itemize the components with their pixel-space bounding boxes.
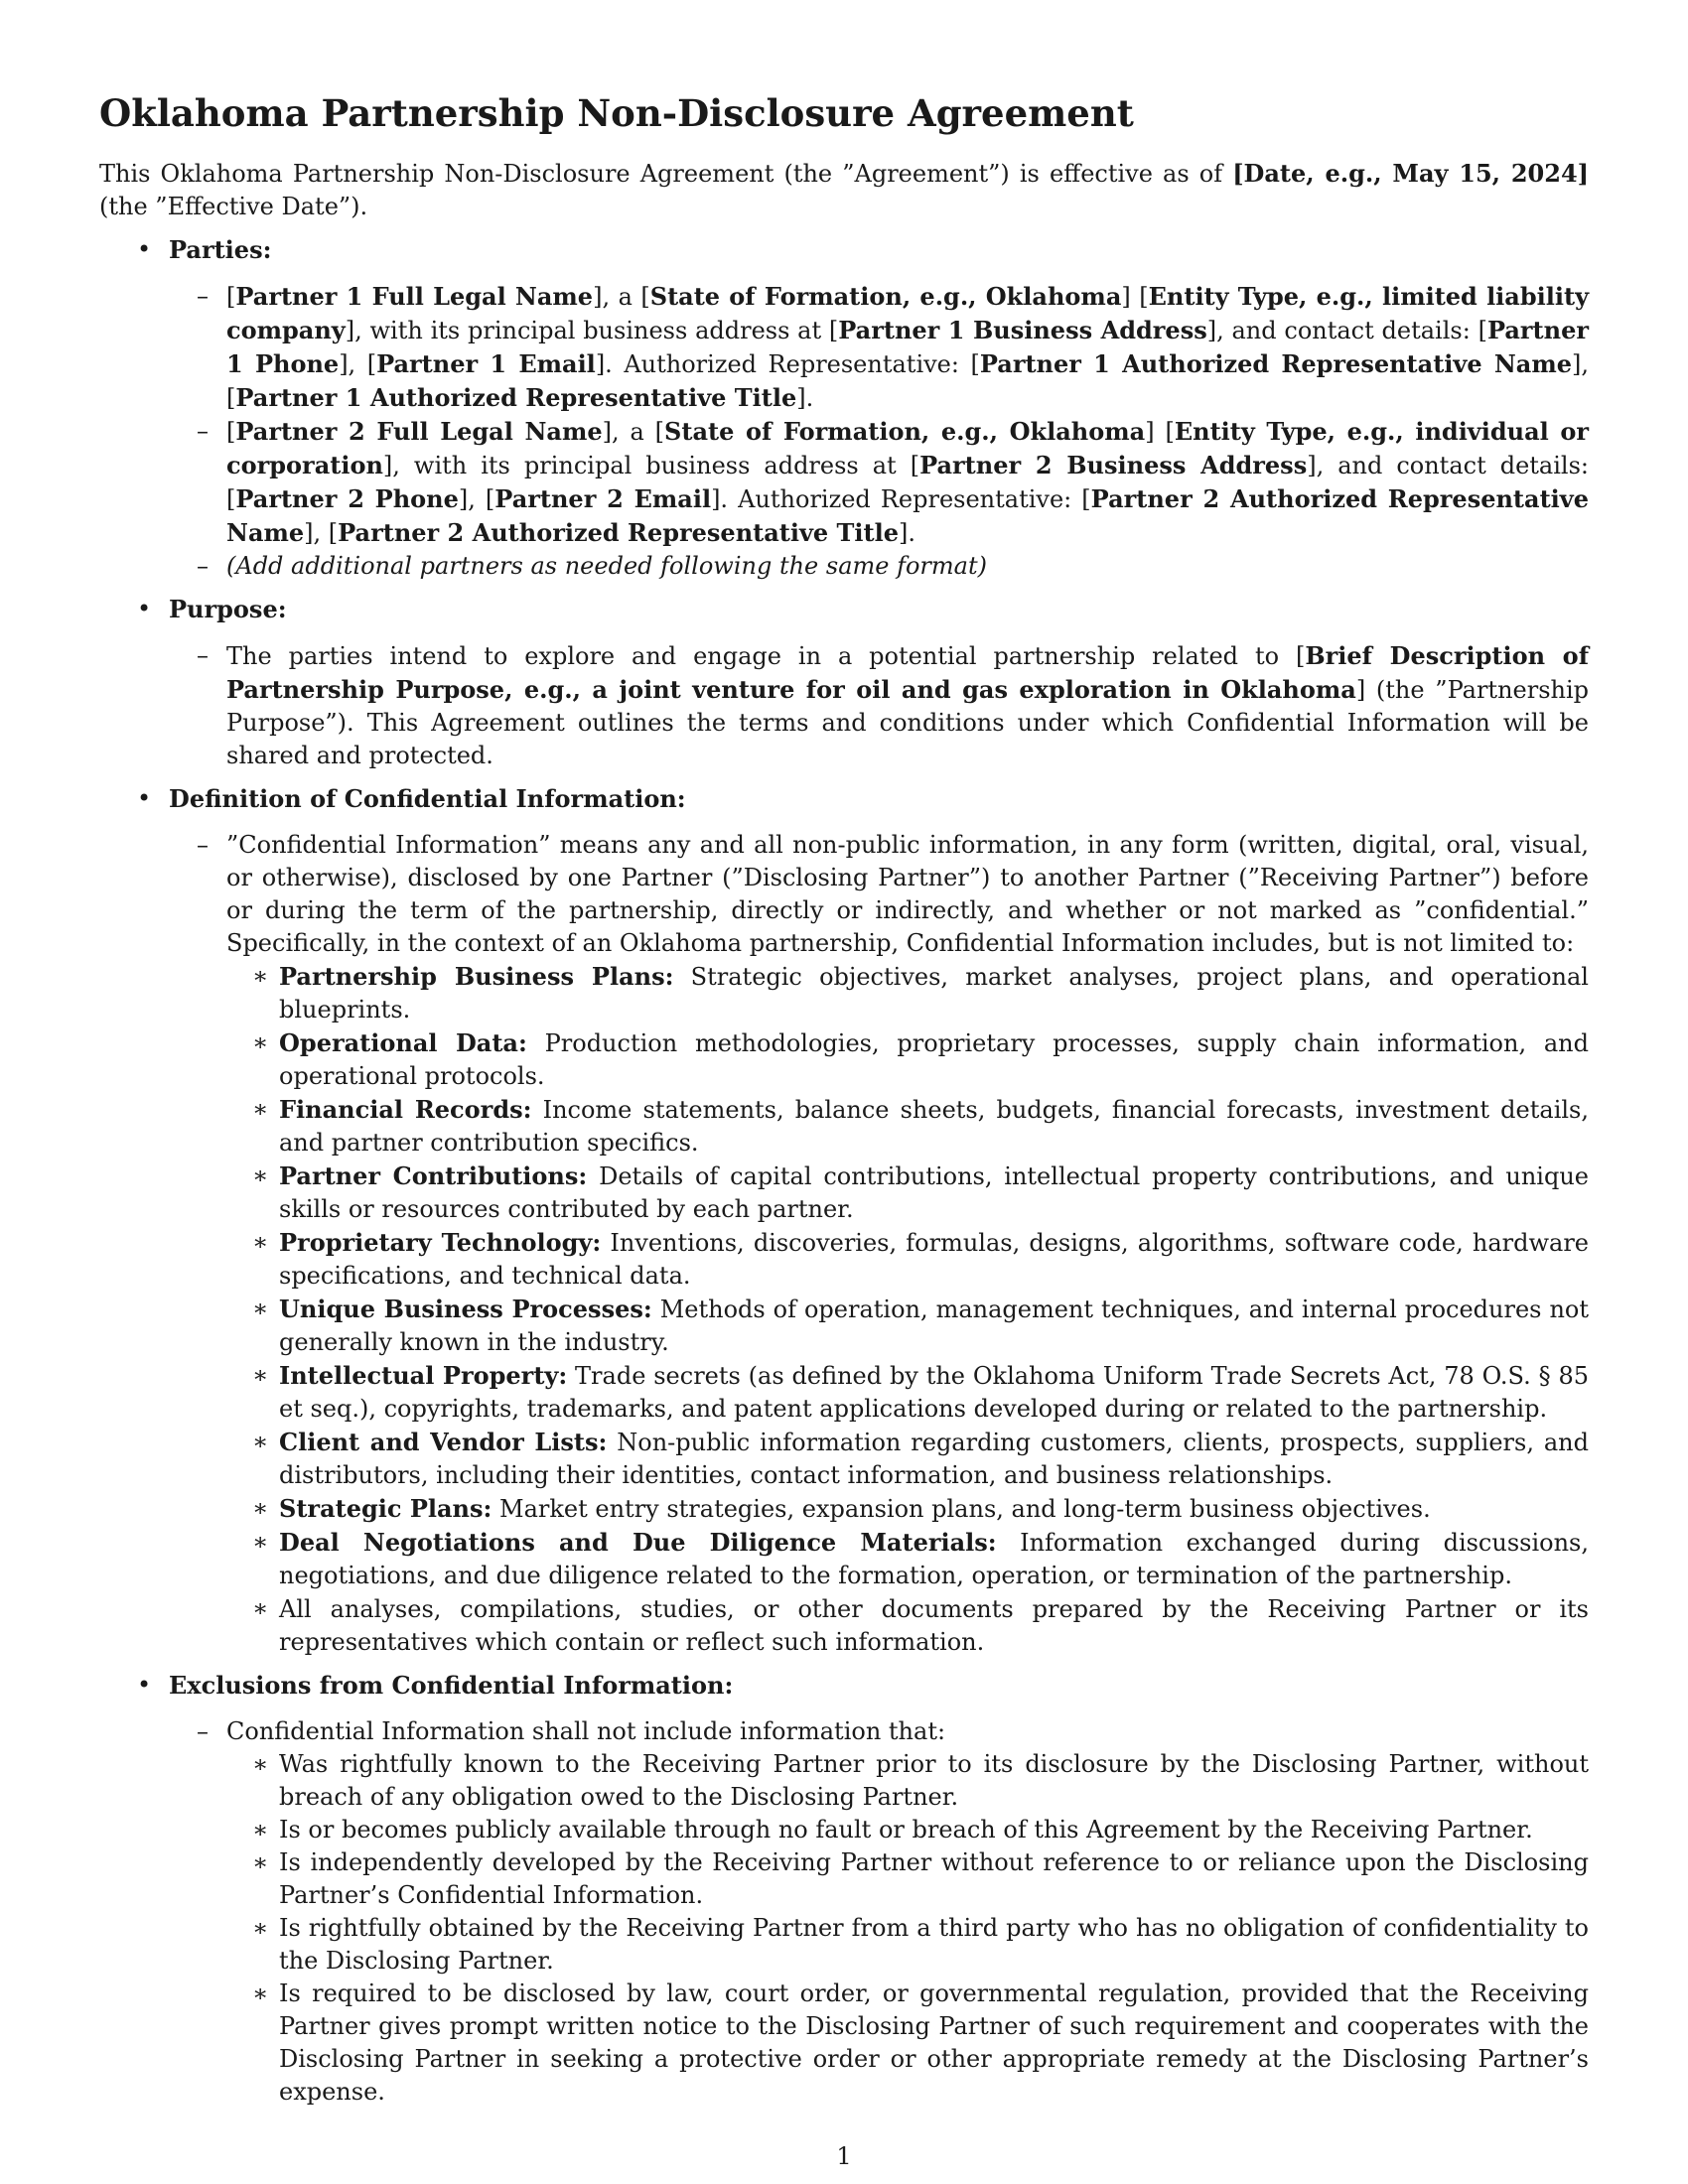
list-item: ∗ Financial Records: Income statements, balance sheets, budgets, financial forecasts, investment details, and partner contribution specifics. — [252, 1095, 1590, 1158]
list-dash: – — [197, 641, 209, 670]
section-bullet: • — [137, 595, 152, 623]
list-item: ∗ Partner Contributions: Details of capital contributions, intellectual property contributions, and unique skills or resources contributed by each partner. — [252, 1161, 1589, 1224]
list-item: ∗ Strategic Plans: Market entry strategies, expansion plans, and long-term business objectives. — [252, 1494, 1431, 1524]
effective-date-placeholder: [Date, e.g., May 15, 2024] — [1232, 159, 1589, 189]
list-dash: – — [197, 831, 209, 860]
list-item: ∗ Proprietary Technology: Inventions, discoveries, formulas, designs, algorithms, software code, hardware specifications, and technical data. — [252, 1228, 1589, 1291]
document-title: Oklahoma Partnership Non-Disclosure Agreement — [99, 91, 1134, 135]
section-purpose — [99, 593, 1589, 772]
list-dash: – — [197, 552, 209, 581]
list-dash: – — [197, 282, 209, 311]
section-definition — [99, 782, 1589, 1659]
exclusions-text: – Confidential Information shall not include information that: ∗ Was rightfully known to the Receiving Partner prior to its disclosure by the Disclosing Partner, without breach of any obligation owed to the Disclosing Partner. ∗ Is or becomes publicly available through no fault or breach of this Agreement by the Receiving Partner. ∗ Is independently developed by the Receiving Partner without reference to or reliance upon the Disclosing Partner’s Confidential Information. ∗ Is rightfully obtained by the Receiving Partner from a third party who has no obligation of confidentiality to the Disclosing Partner. ∗ Is required to be disclosed by law, court order, or governmental regulation, provided that the Receiving Partner gives prompt written notice to the Disclosing Partner of such requirement and cooperates with the Disclosing Partner in seeking a protective order or other appropriate remedy at the Disclosing Partner’s expense. — [169, 1715, 1589, 2109]
list-item: ∗ Operational Data: Production methodologies, proprietary processes, supply chain information, and operational protocols. — [252, 1028, 1589, 1091]
definition-list — [169, 829, 1589, 1659]
section-list — [99, 233, 1589, 2109]
list-item: ∗ Is required to be disclosed by law, court order, or governmental regulation, provided that the Receiving Partner gives prompt written notice to the Disclosing Partner of such requirement and cooperates with the Disclosing Partner in seeking a protective order or other appropriate remedy at the Disclosing Partner’s expense. — [252, 1979, 1589, 2107]
exclusions-list — [169, 1715, 1589, 2109]
confidential-categories — [226, 960, 1589, 1659]
section-exclusions — [99, 1669, 1589, 2109]
list-item: ∗ Partnership Business Plans: Strategic objectives, market analyses, project plans, and operational blueprints. — [252, 962, 1589, 1024]
section-heading: Parties: — [169, 235, 272, 265]
list-dash: – — [197, 1717, 209, 1746]
list-item: ∗ All analyses, compilations, studies, or other documents prepared by the Receiving Partner or its representatives which contain or reflect such information. — [252, 1594, 1589, 1657]
list-item: ∗ Intellectual Property: Trade secrets (as defined by the Oklahoma Uniform Trade Secrets Act, 78 O.S. § 85 et seq.), copyrights, trademarks, and patent applications developed during or related to the partnership. — [252, 1361, 1589, 1424]
list-item: ∗ Deal Negotiations and Due Diligence Materials: Information exchanged during discussions, negotiations, and due diligence related to the formation, operation, or termination of the partnership. — [252, 1528, 1589, 1590]
intro-text: This Oklahoma Partnership Non-Disclosure Agreement (the ”Agreement”) is effective as of — [99, 160, 1233, 189]
party-2: – [Partner 2 Full Legal Name], a [State of Formation, e.g., Oklahoma] [Entity Type, e.g., individual or corporation], with its principal business address at [Partner 2 Business Address], and contact details: [Partner 2 Phone], [Partner 2 Email]. Authorized Representative: [Partner 2 Authorized Representative Name], [Partner 2 Authorized Representative Title]. — [197, 417, 1590, 548]
document-body — [99, 91, 1589, 2115]
purpose-text: – The parties intend to explore and engage in a potential partnership related to [Brief Description of Partnership Purpose, e.g., a joint venture for oil and gas exploration in Oklahoma] (the ”Partnership Purpose”). This Agreement outlines the terms and conditions under which Confidential Information will be shared and protected. — [197, 641, 1590, 770]
section-bullet: • — [137, 235, 152, 264]
intro-paragraph — [99, 157, 1589, 223]
party-1: – [Partner 1 Full Legal Name], a [State of Formation, e.g., Oklahoma] [Entity Type, e.g., limited liability company], with its principal business address at [Partner 1 Business Address], and contact details: [Partner 1 Phone], [Partner 1 Email]. Authorized Representative: [Partner 1 Authorized Representative Name], [Partner 1 Authorized Representative Title]. — [197, 282, 1590, 413]
list-dash: – — [197, 417, 209, 446]
section-parties — [99, 233, 1589, 583]
section-bullet: • — [137, 784, 152, 813]
list-item: ∗ Was rightfully known to the Receiving Partner prior to its disclosure by the Disclosing Partner, without breach of any obligation owed to the Disclosing Partner. — [252, 1750, 1589, 1812]
parties-list — [169, 280, 1589, 583]
section-bullet: • — [137, 1671, 152, 1700]
section-heading: Exclusions from Confidential Information: — [169, 1671, 734, 1701]
section-heading: Purpose: — [169, 595, 287, 624]
definition-text: – ”Confidential Information” means any and all non-public information, in any form (written, digital, oral, visual, or otherwise), disclosed by one Partner (”Disclosing Partner”) to another Partner (”Receiving Partner”) before or during the term of the partnership, directly or indirectly, and whether or not marked as ”confidential.” Specifically, in the context of an Oklahoma partnership, Confidential Information includes, but is not limited to: ∗ Partnership Business Plans: Strategic objectives, market analyses, project plans, and operational blueprints. ∗ Operational Data: Production methodologies, proprietary processes, supply chain information, and operational protocols. ∗ Financial Records: Income statements, balance sheets, budgets, financial forecasts, investment details, and partner contribution specifics. ∗ Partner Contributions: Details of capital contributions, intellectual property contributions, and unique skills or resources contributed by each partner. ∗ Proprietary Technology: Inventions, discoveries, formulas, designs, algorithms, software code, hardware specifications, and technical data. ∗ Unique Business Processes: Methods of operation, management techniques, and internal procedures not generally known in the industry. ∗ Intellectual Property: Trade secrets (as defined by the Oklahoma Uniform Trade Secrets Act, 78 O.S. § 85 et seq.), copyrights, trademarks, and patent applications developed during or related to the partnership. ∗ Client and Vendor Lists: Non-public information regarding customers, clients, prospects, suppliers, and distributors, including their identities, contact information, and business relationships. ∗ Strategic Plans: Market entry strategies, expansion plans, and long-term business objectives. ∗ Deal Negotiations and Due Diligence Materials: Information exchanged during discussions, negotiations, and due diligence related to the formation, operation, or termination of the partnership. ∗ All analyses, compilations, studies, or other documents prepared by the Receiving Partner or its representatives which contain or reflect such information. — [169, 829, 1589, 1659]
list-item: ∗ Is or becomes publicly available through no fault or breach of this Agreement by the Receiving Partner. — [252, 1816, 1533, 1844]
page-number: 1 — [836, 2142, 852, 2170]
list-item: ∗ Is independently developed by the Receiving Partner without reference to or reliance upon the Disclosing Partner’s Confidential Information. — [252, 1848, 1589, 1910]
purpose-list — [169, 639, 1589, 772]
list-item: ∗ Is rightfully obtained by the Receiving Partner from a third party who has no obligation of confidentiality to the Disclosing Partner. — [252, 1914, 1589, 1976]
additional-partners-note: – (Add additional partners as needed following the same format) — [169, 550, 1589, 583]
list-item: ∗ Unique Business Processes: Methods of operation, management techniques, and internal procedures not generally known in the industry. — [252, 1295, 1590, 1357]
intro-text-end: (the ”Effective Date”). — [99, 193, 368, 221]
section-heading: Definition of Confidential Information: — [169, 784, 686, 814]
exclusion-items — [226, 1748, 1589, 2109]
list-item: ∗ Client and Vendor Lists: Non-public information regarding customers, clients, prospects, suppliers, and distributors, including their identities, contact information, and business relationships. — [252, 1428, 1589, 1490]
